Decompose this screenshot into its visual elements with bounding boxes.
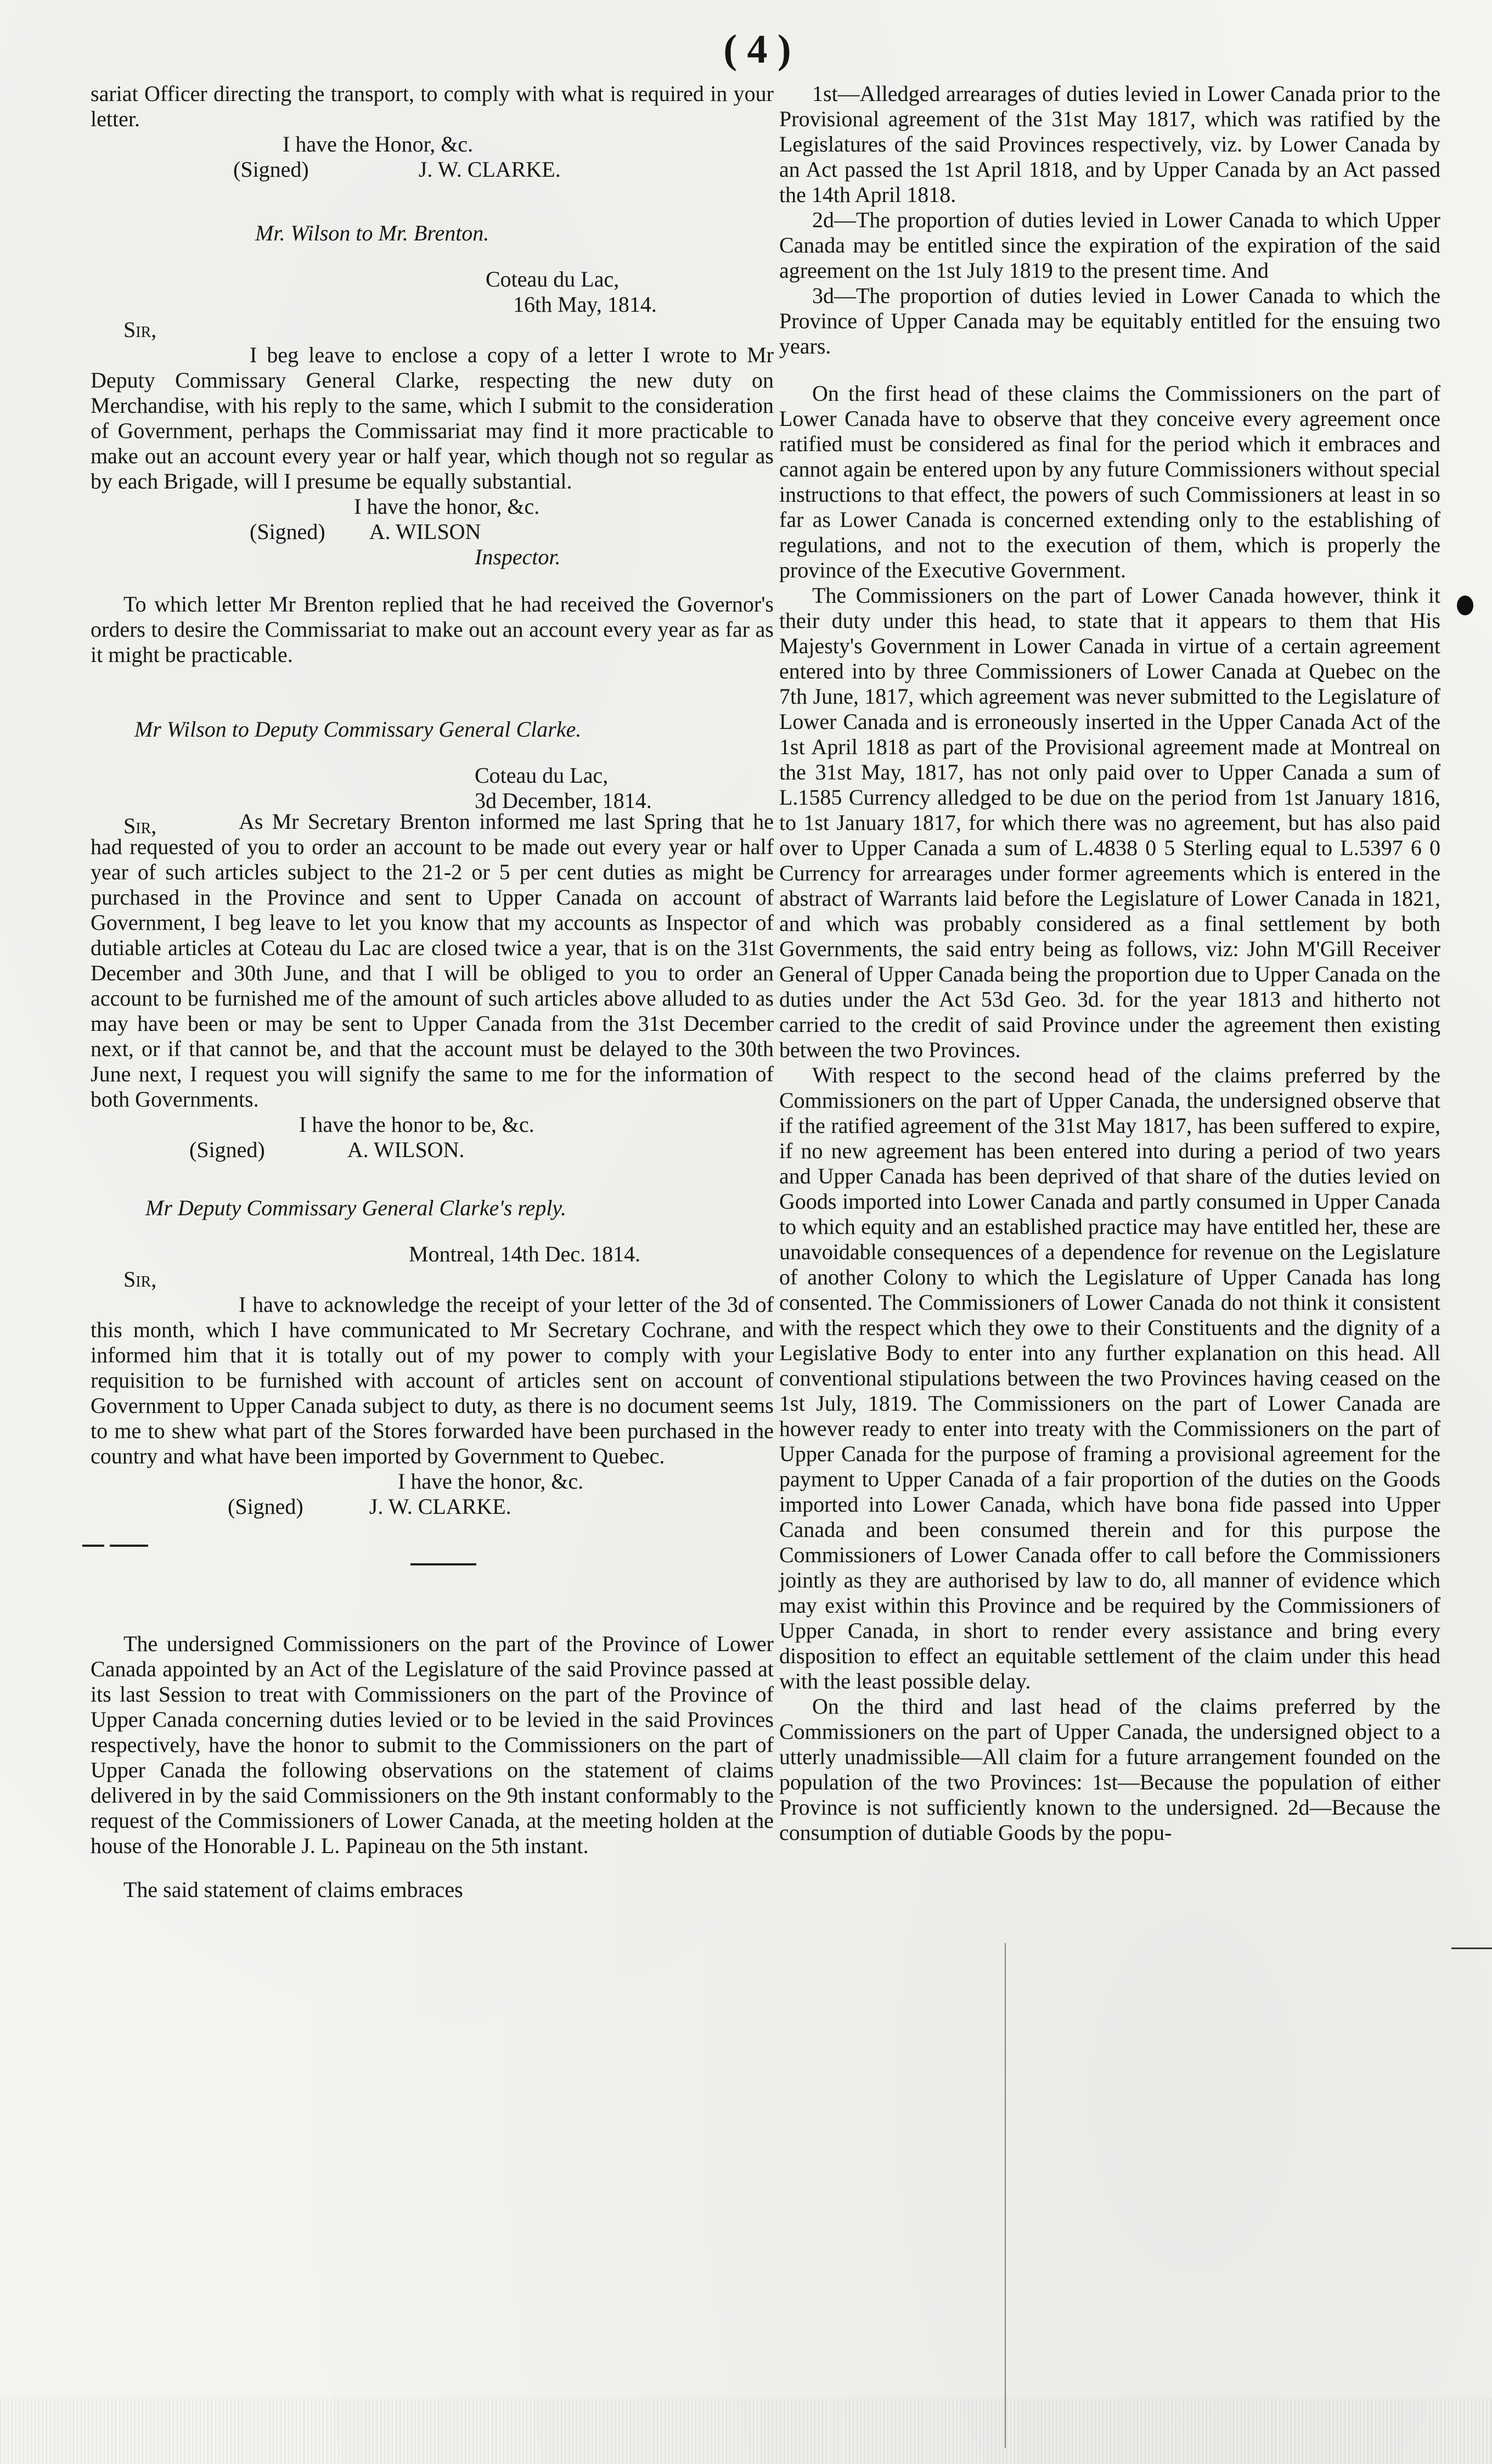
signed-label: (Signed) <box>233 157 309 182</box>
letter-heading: Mr Deputy Commissary General Clarke's reply. <box>145 1195 566 1220</box>
left-column <box>91 81 774 1902</box>
claim-item: 1st—Alledged arrearages of duties levied in Lower Canada prior to the Provisional agreement of the 31st May 1817, which was ratified by the Legislatures of the said Provinces respectively, viz. by Lower Canada by an Act passed the 1st April 1818, and by Upper Canada by an Act passed the 14th April 1818. <box>779 81 1440 207</box>
closing-line: I have the honor, &c. <box>354 494 540 519</box>
claim-item: 3d—The proportion of duties levied in Lower Canada to which the Province of Upper Canada may be equitably entitled for the ensuing two years. <box>779 283 1440 358</box>
letter-body: As Mr Secretary Brenton informed me last Spring that he had requested of you to order an account to be made out every year or half year of such articles subject to the 21-2 or 5 per cent duties as might be purchased in the Province and sent to Upper Canada on account of Government, I beg leave to let you know that my accounts as Inspector of dutiable articles at Coteau du Lac are closed twice a year, that is on the 31st December and 30th June, and that I will be obliged to you to order an account to be furnished me of the amount of such articles above alluded to as may have been or may be sent to Upper Canada from the 31st December next, or if that cannot be, and that the account must be delayed to the 30th June next, I request you will signify the same to me for the information of both Governments. <box>91 809 774 1112</box>
signature-block <box>91 1494 774 1519</box>
stray-ink-mark <box>82 1540 165 1551</box>
page-number: ( 4 ) <box>723 27 791 72</box>
letter-body: I have to acknowledge the receipt of your letter of the 3d of this month, which I have communicated to Mr Secretary Cochrane, and informed him that it is totally out of my power to comply with your requisition to be furnished with account of articles sent on account of Government to Upper Canada subject to duty, as there is no document seems to me to shew what part of the Stores forwarded have been purchased in the country and what have been imported by Government to Quebec. <box>91 1292 774 1468</box>
signatory-name: A. WILSON <box>369 519 481 544</box>
signatory-title: Inspector. <box>475 545 561 569</box>
closing-line: I have the honor, &c. <box>398 1469 584 1494</box>
letter-place: Coteau du Lac, <box>475 763 609 788</box>
letter-place: Coteau du Lac, <box>486 267 620 291</box>
signature-block <box>91 1137 774 1163</box>
ink-blot <box>1457 596 1473 615</box>
signatory-name: J. W. CLARKE. <box>369 1494 511 1519</box>
signatory-name: J. W. CLARKE. <box>418 157 561 182</box>
signed-label: (Signed) <box>250 519 325 544</box>
first-head-paragraph: On the first head of these claims the Commissioners on the part of Lower Canada have to observe that they conceive every agreement once ratified must be considered as final for the period which it embraces and cannot again be entered upon by any future Commissioners without special instructions to that effect, the powers of such Commissioners at least in so far as Lower Canada is concerned extending only to the establishing of regulations, and not to the execution of them, which is properly the province of the Executive Government. <box>779 381 1440 582</box>
closing-line: I have the honor to be, &c. <box>299 1112 534 1137</box>
letter-date: 16th May, 1814. <box>513 292 657 317</box>
opening-fragment: sariat Officer directing the transport, to comply with what is required in your letter. <box>91 81 774 131</box>
letter-heading: Mr. Wilson to Mr. Brenton. <box>255 221 489 245</box>
second-head-paragraph: With respect to the second head of the claims preferred by the Commissioners on the part of Upper Canada, the undersigned observe that if the ratified agreement of the 31st May 1817, has been suffered to expire, if no new agreement has been entered into during a period of two years and Upper Canada has been deprived of that share of the duties levied on Goods imported into Lower Canada and partly consumed in Upper Canada to which equity and an established practice may have entitled her, these are unavoidable consequences of a dependence for revenue on the Legislature of another Colony to which the Legislature of Upper Canada has long consented. The Commissioners of Lower Canada do not think it consistent with the respect which they owe to their Constituents and the dignity of a Legislative Body to enter into any further explanation on this head. All conventional stipulations between the two Provinces having ceased on the 1st July, 1819. The Commissioners on the part of Lower Canada are however ready to enter into treaty with the Commissioners on the part of Upper Canada for the purpose of framing a provisional agreement for the payment to Upper Canada of a fair proportion of the duties on the Goods imported into Lower Canada, which have bona fide passed into Upper Canada and been consumed therein and for this purpose the Commissioners of Lower Canada offer to call before the Commissioners jointly as they are authorised by law to do, all manner of evidence which may exist within this Province and be required by the Commissioners of Upper Canada, in short to render every assistance and bring every disposition to effect an equitable settlement of the claim under this head with the least possible delay. <box>779 1063 1440 1693</box>
fold-line <box>1005 1943 1006 2448</box>
statement-lead-in: The said statement of claims embraces <box>123 1877 463 1902</box>
signature-block <box>91 157 774 182</box>
salutation: Sir, <box>123 1267 157 1292</box>
signed-label: (Signed) <box>228 1494 303 1519</box>
brenton-reply-paragraph: To which letter Mr Brenton replied that he had received the Governor's orders to desire the Commissariat to make out an account every year as far as it might be practicable. <box>91 592 774 667</box>
scan-noise <box>0 2398 1492 2464</box>
letter-body: I beg leave to enclose a copy of a letter I wrote to Mr Deputy Commissary General Clarke, respecting the new duty on Merchandise, with his reply to the same, which I submit to the consideration of Government, perhaps the Commissariat may find it more practicable to make out an account every year or half year, which though not so regular as by each Brigade, will I presume be equally substantial. <box>91 343 774 493</box>
signed-label: (Signed) <box>189 1137 265 1162</box>
closing-line: I have the Honor, &c. <box>283 132 474 156</box>
letter-date: 3d December, 1814. <box>475 788 652 813</box>
commissioners-intro-paragraph: The undersigned Commissioners on the part of the Province of Lower Canada appointed by an Act of the Legislature of the said Province passed at its last Session to treat with Commissioners on the part of the Province of Upper Canada concerning duties levied or to be levied in the said Provinces respectively, have the honor to submit to the Commissioners on the part of Upper Canada the following observations on the statement of claims delivered in by the said Commissioners on the 9th instant conformably to the request of the Commissioners of Lower Canada, at the meeting holden at the house of the Honorable J. L. Papineau on the 5th instant. <box>91 1631 774 1858</box>
third-head-paragraph: On the third and last head of the claims preferred by the Commissioners on the part of Upper Canada, the undersigned object to a utterly unadmissible—All claim for a future arrangement founded on the population of the two Provinces: 1st—Because the population of either Province is not sufficiently known to the undersigned. 2d—Because the consumption of dutiable Goods by the popu- <box>779 1694 1440 1845</box>
section-divider <box>410 1563 476 1565</box>
claim-item: 2d—The proportion of duties levied in Lower Canada to which Upper Canada may be entitled since the expiration of the expiration of the said agreement on the 1st July 1819 to the present time. And <box>779 207 1440 283</box>
letter-heading: Mr Wilson to Deputy Commissary General Clarke. <box>134 717 582 742</box>
margin-mark <box>1451 1947 1492 1949</box>
signatory-name: A. WILSON. <box>347 1137 465 1162</box>
commissioners-paragraph: The Commissioners on the part of Lower Canada however, think it their duty under this head, to state that it appears to them that His Majesty's Government in Lower Canada in virtue of a certain agreement entered into by three Commissioners of Lower Canada at Quebec on the 7th June, 1817, which agreement was never submitted to the Legislature of Lower Canada and is erroneously inserted in the Upper Canada Act of the 1st April 1818 as part of the Provisional agreement made at Montreal on the 31st May, 1817, has not only paid over to Upper Canada a sum of L.1585 Currency alledged to be due on the period from 1st January 1816, to 1st January 1817, for which there was no agreement, but has also paid over to Upper Canada a sum of L.4838 0 5 Sterling equal to L.5397 6 0 Currency for arrearages under former agreements which is entered in the abstract of Warrants laid before the Legislature of Lower Canada in 1821, and which was probably considered as a final settlement by both Governments, the said entry being as follows, viz: John M'Gill Receiver General of Upper Canada being the proportion due to Upper Canada on the duties under the Act 53d Geo. 3d. for the year 1813 and hitherto not carried to the credit of said Province under the agreement then existing between the two Provinces. <box>779 583 1440 1062</box>
salutation: Sir, <box>123 317 157 342</box>
right-column <box>779 81 1440 1845</box>
salutation: Sir, <box>123 813 157 838</box>
signature-block <box>91 519 774 545</box>
letter-place-date: Montreal, 14th Dec. 1814. <box>409 1242 641 1266</box>
